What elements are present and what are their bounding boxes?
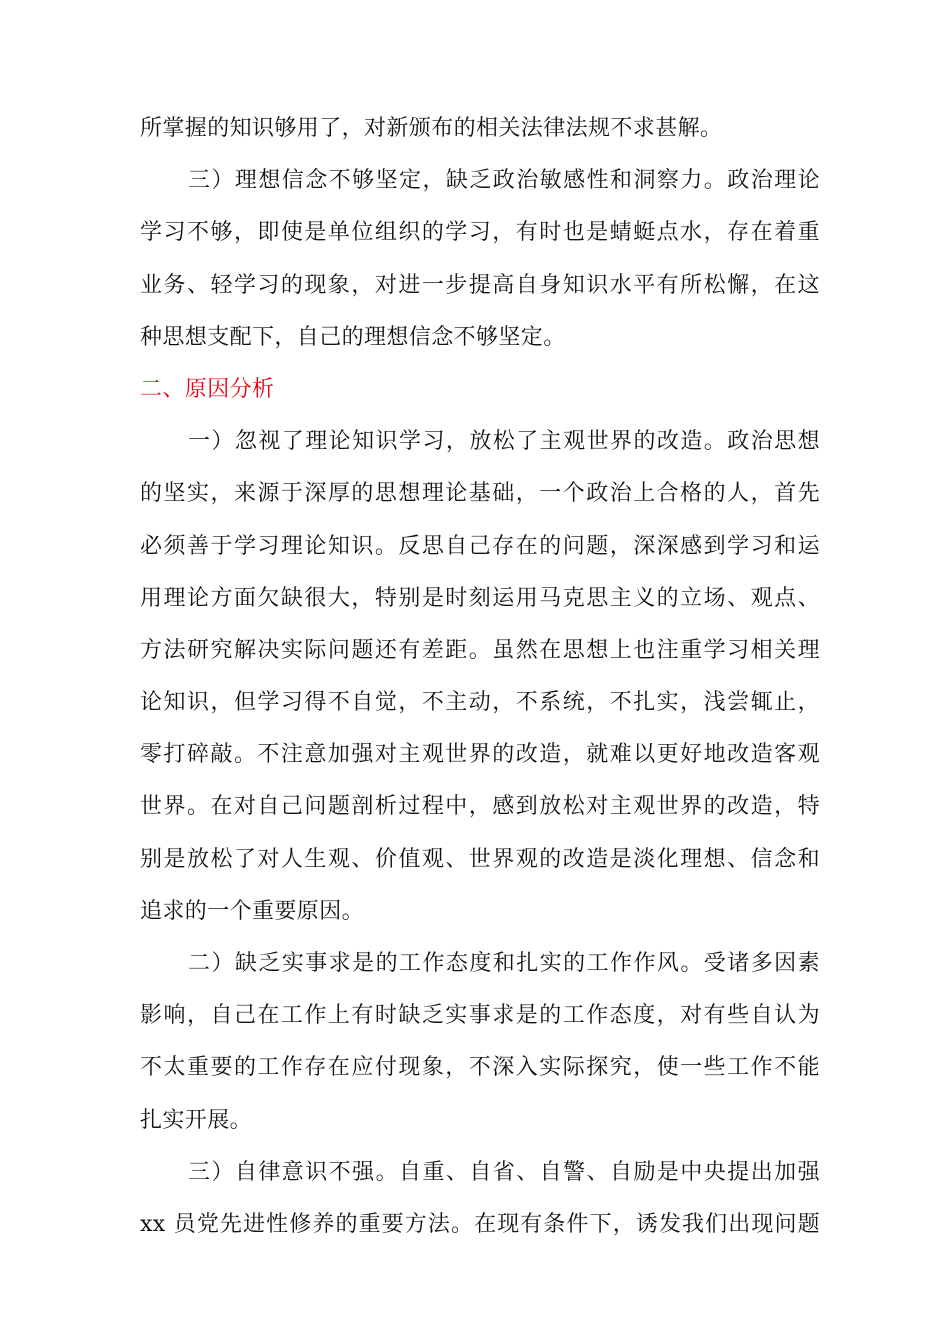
- paragraph-line: 不太重要的工作存在应付现象，不深入实际探究，使一些工作不能: [140, 1055, 820, 1081]
- paragraph-line: 一）忽视了理论知识学习，放松了主观世界的改造。政治思想: [188, 429, 820, 455]
- paragraph-line: 三）自律意识不强。自重、自省、自警、自励是中央提出加强: [188, 1159, 820, 1185]
- paragraph-line: 业务、轻学习的现象，对进一步提高自身知识水平有所松懈，在这: [140, 272, 820, 298]
- paragraph-line: 零打碎敲。不注意加强对主观世界的改造，就难以更好地改造客观: [140, 742, 820, 768]
- paragraph-line: xx 员党先进性修养的重要方法。在现有条件下，诱发我们出现问题: [140, 1211, 820, 1237]
- paragraph-line: 方法研究解决实际问题还有差距。虽然在思想上也注重学习相关理: [140, 637, 820, 663]
- paragraph-line: 扎实开展。: [140, 1107, 253, 1133]
- paragraph-line: 追求的一个重要原因。: [140, 898, 365, 924]
- paragraph-line: 学习不够，即使是单位组织的学习，有时也是蜻蜓点水，存在着重: [140, 220, 820, 246]
- paragraph-line: 三）理想信念不够坚定，缺乏政治敏感性和洞察力。政治理论: [188, 168, 820, 194]
- paragraph-line: 别是放松了对人生观、价值观、世界观的改造是淡化理想、信念和: [140, 846, 820, 872]
- paragraph-line: 二）缺乏实事求是的工作态度和扎实的工作作风。受诸多因素: [188, 951, 820, 976]
- document-body: [140, 103, 820, 1251]
- paragraph-line: 影响，自己在工作上有时缺乏实事求是的工作态度，对有些自认为: [140, 1003, 820, 1029]
- paragraph-line: 必须善于学习理论知识。反思自己存在的问题，深深感到学习和运: [140, 533, 820, 559]
- paragraph-line: 所掌握的知识够用了，对新颁布的相关法律法规不求甚解。: [140, 116, 723, 141]
- paragraph-line: 用理论方面欠缺很大，特别是时刻运用马克思主义的立场、观点、: [140, 585, 820, 611]
- paragraph-line: 世界。在对自己问题剖析过程中，感到放松对主观世界的改造，特: [140, 794, 820, 820]
- paragraph-line: 种思想支配下，自己的理想信念不够坚定。: [140, 324, 566, 350]
- paragraph-line: 的坚实，来源于深厚的思想理论基础，一个政治上合格的人，首先: [140, 481, 820, 507]
- section-heading: 二、原因分析: [140, 376, 275, 402]
- paragraph-line: 论知识，但学习得不自觉，不主动，不系统，不扎实，浅尝辄止，: [140, 690, 820, 716]
